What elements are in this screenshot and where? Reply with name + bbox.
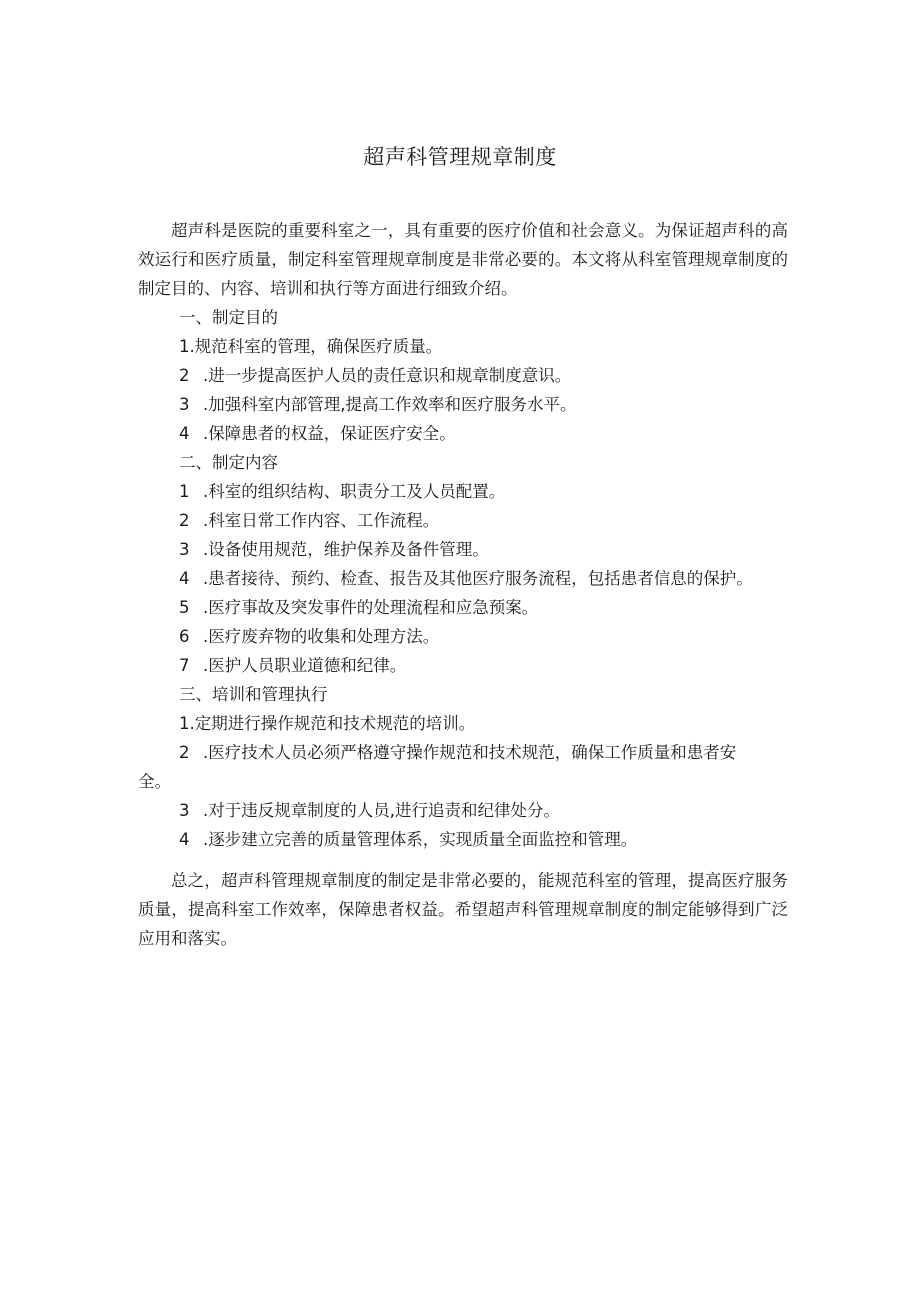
list-item-number: 3 [179, 801, 190, 820]
list-item-text: .逐步建立完善的质量管理体系，实现质量全面监控和管理。 [203, 830, 638, 849]
list-item [138, 535, 788, 564]
list-item [138, 390, 788, 419]
document-title: 超声科管理规章制度 [363, 145, 557, 169]
list-item-number: 1 [179, 337, 190, 356]
list-item-text: .保障患者的权益，保证医疗安全。 [203, 424, 456, 443]
list-item-text: .对于违反规章制度的人员,进行追责和纪律处分。 [203, 801, 560, 820]
list-item-text: .医疗废弃物的收集和处理方法。 [203, 627, 440, 646]
list-item-continuation: 全。 [138, 772, 171, 791]
list-item-number: 4 [179, 569, 190, 588]
list-item-number: 4 [179, 424, 190, 443]
list-item-text: .医护人员职业道德和纪律。 [203, 656, 407, 675]
list-item [138, 796, 788, 825]
list-item-number: 3 [179, 395, 190, 414]
list-item [138, 332, 788, 361]
list-item [138, 593, 788, 622]
section-heading-purpose: 一、制定目的 [179, 308, 278, 327]
list-item [138, 564, 788, 593]
list-item-text: .加强科室内部管理,提高工作效率和医疗服务水平。 [203, 395, 577, 414]
list-item [138, 506, 788, 535]
list-item-number: 1 [179, 714, 190, 733]
list-item-number: 3 [179, 540, 190, 559]
list-item-text: .定期进行操作规范和技术规范的培训。 [189, 714, 476, 733]
list-item-text: .医疗技术人员必须严格遵守操作规范和技术规范，确保工作质量和患者安 [203, 743, 737, 762]
list-item [138, 709, 788, 738]
list-item-number: 4 [179, 830, 190, 849]
intro-paragraph: 超声科是医院的重要科室之一，具有重要的医疗价值和社会意义。为保证超声科的高效运行和医疗质量，制定科室管理规章制度是非常必要的。本文将从科室管理规章制度的制定目的、内容、培训和执行等方面进行细致介绍。 [138, 221, 788, 298]
document-body [138, 216, 788, 953]
list-item-text: .科室日常工作内容、工作流程。 [203, 511, 440, 530]
list-item-number: 5 [179, 598, 190, 617]
list-item-number: 2 [179, 743, 190, 762]
section-heading-training: 三、培训和管理执行 [179, 685, 328, 704]
list-item [138, 361, 788, 390]
list-item-text: .医疗事故及突发事件的处理流程和应急预案。 [203, 598, 539, 617]
list-item-text: .患者接待、预约、检查、报告及其他医疗服务流程，包括患者信息的保护。 [203, 569, 753, 588]
list-item [138, 825, 788, 854]
list-item-text: .科室的组织结构、职责分工及人员配置。 [203, 482, 506, 501]
list-item-text: .规范科室的管理，确保医疗质量。 [189, 337, 443, 356]
list-item-number: 2 [179, 366, 190, 385]
list-item [138, 651, 788, 680]
section-heading-content: 二、制定内容 [179, 453, 278, 472]
conclusion-paragraph: 总之，超声科管理规章制度的制定是非常必要的，能规范科室的管理，提高医疗服务质量，提高科室工作效率，保障患者权益。希望超声科管理规章制度的制定能够得到广泛应用和落实。 [138, 871, 788, 948]
list-item [138, 477, 788, 506]
list-item-number: 2 [179, 511, 190, 530]
list-item-number: 1 [179, 482, 190, 501]
list-item-text: .进一步提高医护人员的责任意识和规章制度意识。 [203, 366, 572, 385]
list-item-number: 6 [179, 627, 190, 646]
list-item-number: 7 [179, 656, 190, 675]
list-item-text: .设备使用规范，维护保养及备件管理。 [203, 540, 489, 559]
list-item [138, 419, 788, 448]
list-item [138, 622, 788, 651]
list-item [138, 738, 788, 796]
